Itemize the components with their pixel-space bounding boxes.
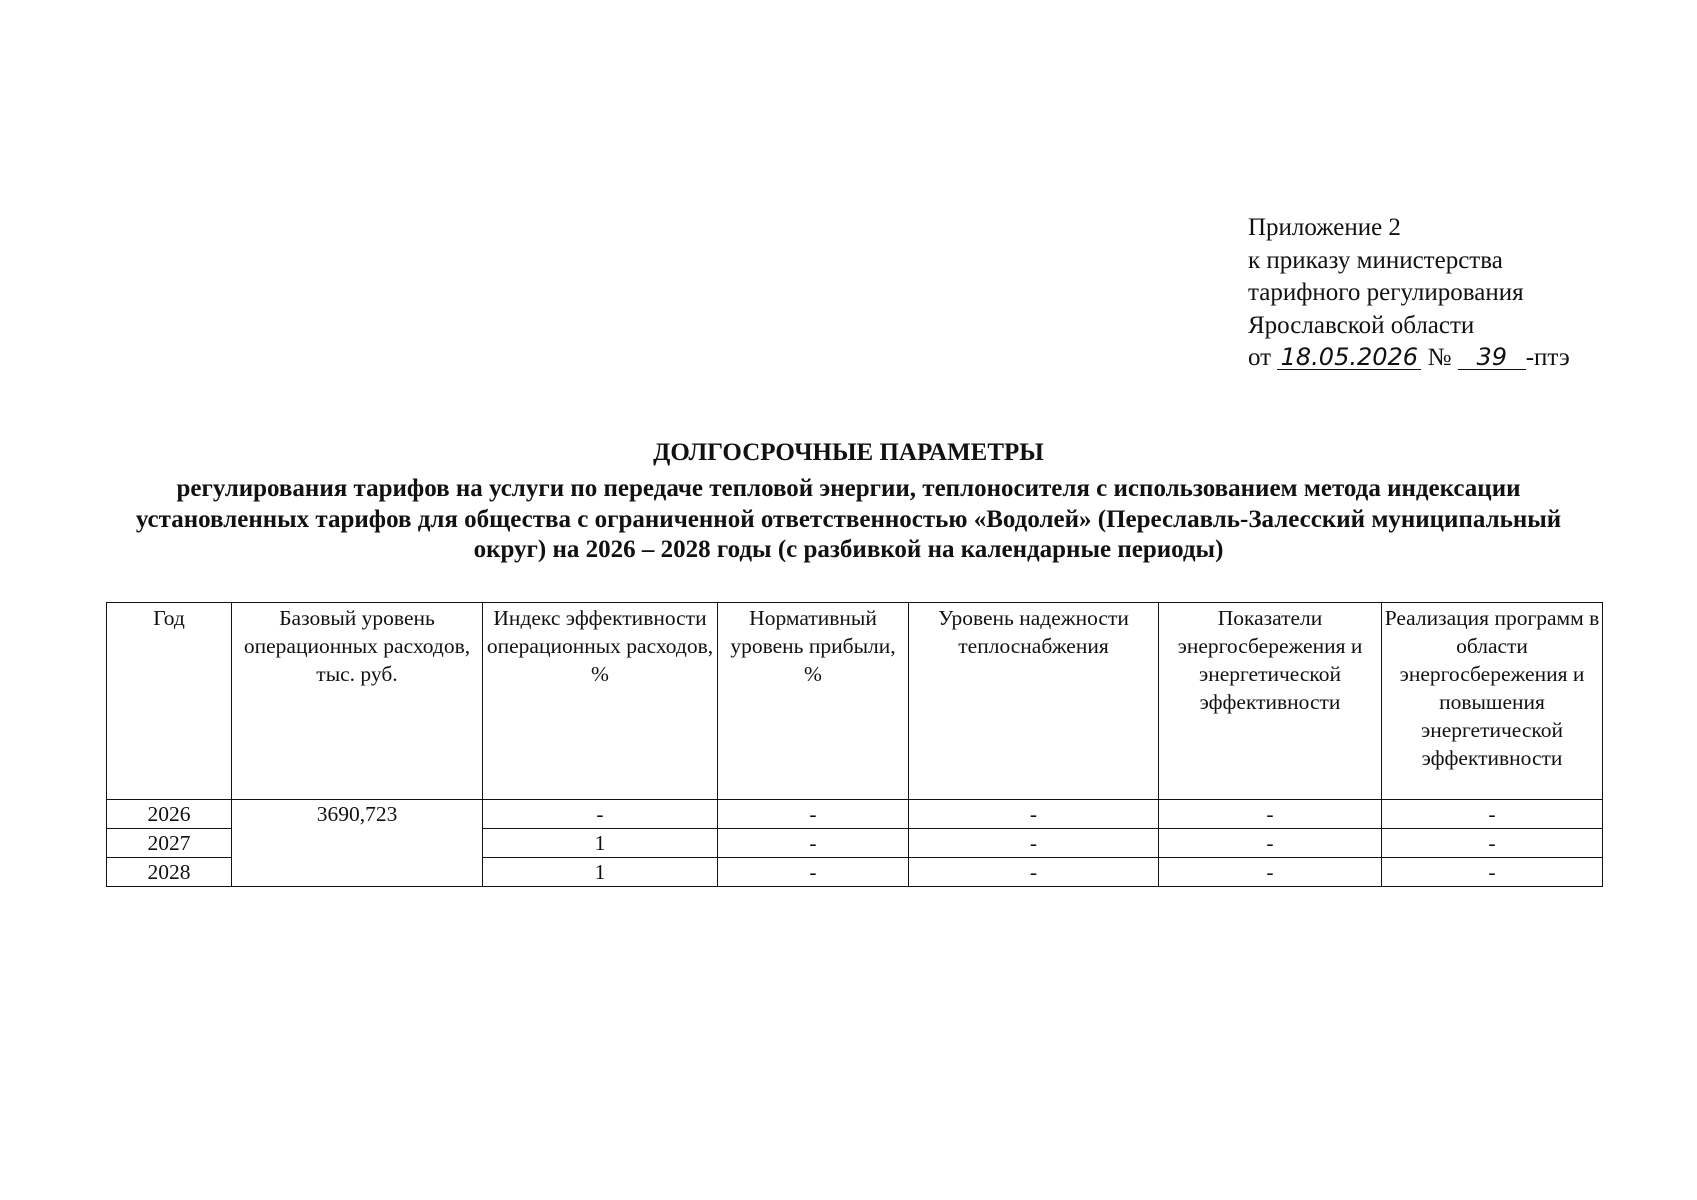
cell-energy-indicators: - [1159,829,1382,858]
cell-base-level: 3690,723 [232,800,483,887]
cell-energy-programs: - [1382,858,1603,887]
header-energy-programs: Реализация программ в области энергосбережения и повышения энергетической эффективности [1382,603,1603,800]
header-profit-level: Нормативный уровень прибыли, % [718,603,909,800]
header-base-level: Базовый уровень операционных расходов, тыс. руб. [232,603,483,800]
header-year: Год [107,603,232,800]
cell-year: 2028 [107,858,232,887]
parameters-table [106,602,1603,887]
appendix-block [1248,212,1570,375]
cell-profit-level: - [718,800,909,829]
appendix-line: к приказу министерства [1248,246,1503,274]
cell-efficiency-index: - [483,800,718,829]
cell-reliability: - [909,829,1159,858]
cell-profit-level: - [718,858,909,887]
order-number: 39 [1458,345,1526,370]
order-suffix: -птэ [1525,344,1570,371]
cell-year: 2027 [107,829,232,858]
cell-energy-indicators: - [1159,800,1382,829]
cell-efficiency-index: 1 [483,858,718,887]
document-subtitle: регулирования тарифов на услуги по передаче тепловой энергии, теплоносителя с использованием метода индексации установленных тарифов для общества с ограниченной ответственностью «Водолей» (Переславль-Залесский муниципальный округ) на 2026 – 2028 годы (с разбивкой на календарные периоды) [135,475,1562,563]
cell-efficiency-index: 1 [483,829,718,858]
cell-reliability: - [909,800,1159,829]
header-reliability: Уровень надежности теплоснабжения [909,603,1159,800]
order-date: 18.05.2026 [1277,345,1421,370]
cell-energy-indicators: - [1159,858,1382,887]
cell-energy-programs: - [1382,829,1603,858]
number-sign: № [1427,344,1452,371]
order-reference [1248,342,1570,375]
from-prefix: от [1248,344,1272,371]
header-efficiency-index: Индекс эффективности операционных расходов, % [483,603,718,800]
cell-profit-level: - [718,829,909,858]
table-row [107,800,1603,829]
appendix-line: Ярославской области [1248,311,1475,339]
table-header-row [107,603,1603,800]
cell-year: 2026 [107,800,232,829]
header-energy-indicators: Показатели энергосбережения и энергетической эффективности [1159,603,1382,800]
cell-energy-programs: - [1382,800,1603,829]
appendix-line: тарифного регулирования [1248,279,1524,306]
appendix-line: Приложение 2 [1248,214,1401,241]
document-title: ДОЛГОСРОЧНЫЕ ПАРАМЕТРЫ [653,439,1044,466]
cell-reliability: - [909,858,1159,887]
